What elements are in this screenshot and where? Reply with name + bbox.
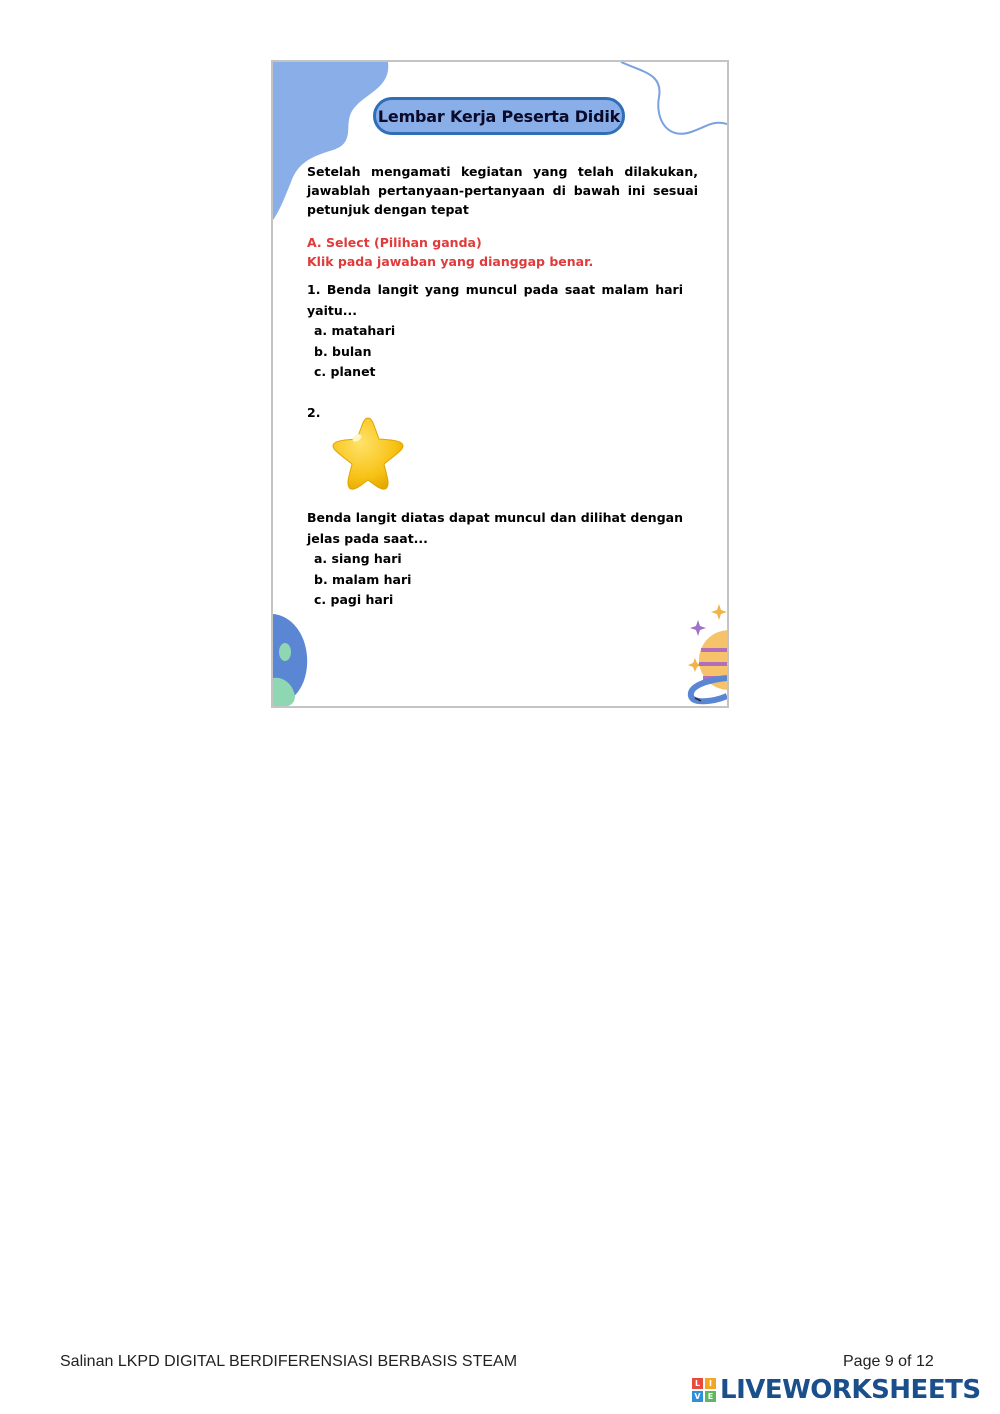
question-2-option-b[interactable]: b. malam hari: [314, 571, 412, 587]
worksheet-page: [271, 60, 729, 708]
logo-letter-v: V: [692, 1391, 703, 1402]
wave-line-decoration: [613, 62, 727, 142]
logo-letter-l: L: [692, 1378, 703, 1389]
question-1-text: 1. Benda langit yang muncul pada saat malam hari yaitu...: [307, 282, 683, 318]
planet-saturn-decoration: [677, 598, 727, 706]
question-1-option-b[interactable]: b. bulan: [314, 343, 372, 359]
page-indicator: Page 9 of 12: [843, 1353, 934, 1370]
logo-letter-i: I: [705, 1378, 716, 1389]
planet-earth-decoration: [273, 610, 313, 706]
star-icon: [327, 412, 409, 492]
question-2-option-c[interactable]: c. pagi hari: [314, 592, 394, 607]
question-2: [307, 508, 683, 611]
question-2-number: 2.: [307, 405, 321, 420]
worksheet-title: Lembar Kerja Peserta Didik: [373, 97, 625, 135]
document-title: Salinan LKPD DIGITAL BERDIFERENSIASI BERBASIS STEAM: [60, 1353, 518, 1370]
question-1: [307, 280, 683, 383]
question-1-option-c[interactable]: c. planet: [314, 364, 376, 379]
brand-name: LIVEWORKSHEETS: [720, 1375, 981, 1405]
question-2-text: Benda langit diatas dapat muncul dan dilihat dengan jelas pada saat...: [307, 510, 683, 546]
intro-text: Setelah mengamati kegiatan yang telah dilakukan, jawablah pertanyaan-pertanyaan di bawah ini sesuai petunjuk dengan tepat: [307, 164, 698, 217]
section-instruction: Klik pada jawaban yang dianggap benar.: [307, 254, 594, 269]
question-2-option-a[interactable]: a. siang hari: [314, 551, 402, 566]
question-1-option-a[interactable]: a. matahari: [314, 323, 396, 338]
logo-letter-e: E: [705, 1391, 716, 1402]
logo-grid-icon: [692, 1378, 716, 1402]
liveworksheets-logo[interactable]: [692, 1375, 981, 1405]
section-header: [307, 233, 698, 271]
section-title: A. Select (Pilihan ganda): [307, 235, 482, 250]
